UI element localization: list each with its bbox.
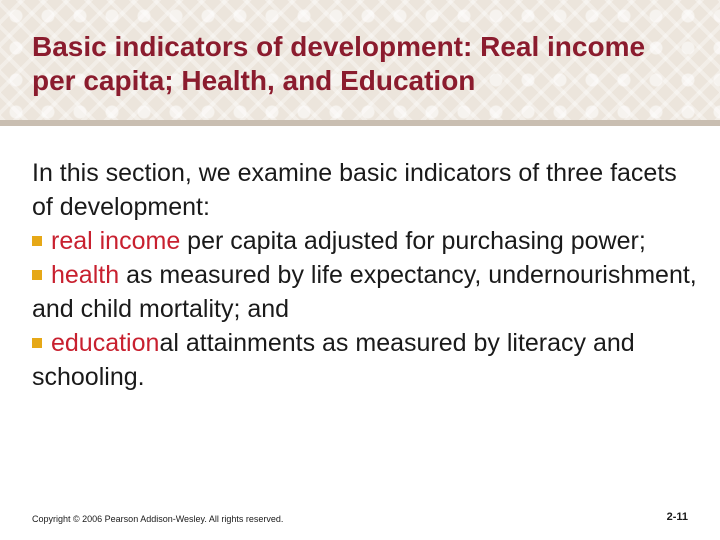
bullet-highlight-real-income: real income — [51, 227, 181, 255]
bullet-text-health: as measured by life expectancy, undernourishment, and child mortality; and — [32, 261, 697, 323]
intro-text: In this section, we examine basic indicators of three facets of development: — [32, 159, 677, 221]
bullet-highlight-health: health — [51, 261, 120, 289]
square-bullet-icon — [32, 236, 42, 246]
bullet-highlight-education: education — [51, 329, 160, 357]
slide-body — [32, 156, 702, 394]
copyright-footer: Copyright © 2006 Pearson Addison-Wesley. All rights reserved. — [32, 514, 284, 524]
bullet-text-education: al attainments as measured by literacy and schooling. — [32, 329, 635, 391]
slide-title: Basic indicators of development: Real income per capita; Health, and Education — [32, 31, 646, 96]
header-divider — [0, 120, 720, 126]
bullet-text-real-income: per capita adjusted for purchasing power; — [180, 227, 646, 255]
square-bullet-icon — [32, 338, 42, 348]
square-bullet-icon — [32, 270, 42, 280]
page-number: 2-11 — [666, 511, 688, 523]
